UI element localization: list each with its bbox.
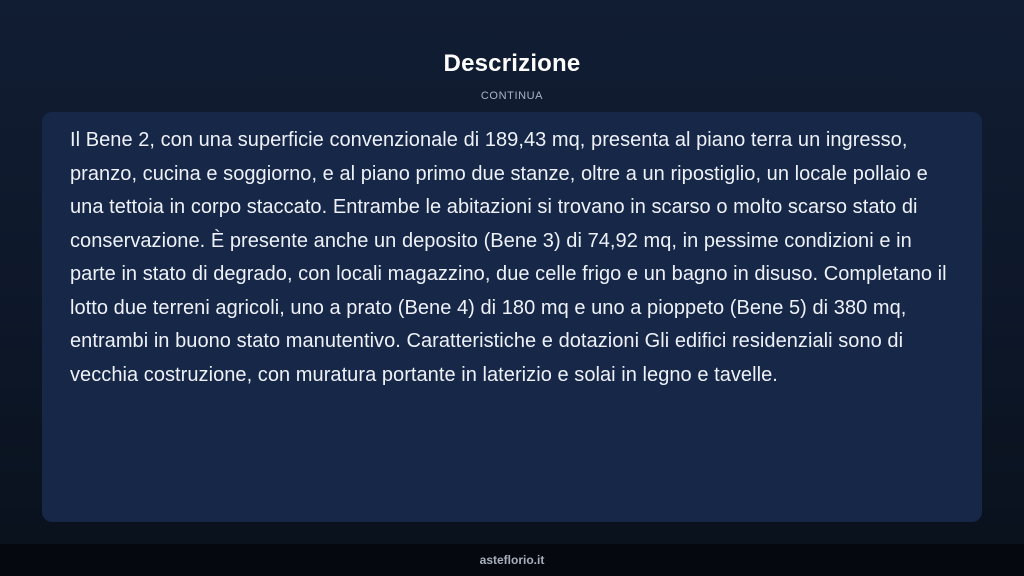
page-subtitle: CONTINUA (480, 90, 544, 102)
footer-bar (0, 544, 1024, 576)
footer-site-label: asteflorio.it (479, 553, 545, 567)
slide-header (0, 0, 1024, 112)
description-card (42, 112, 982, 522)
page-title: Descrizione (443, 50, 581, 77)
description-paragraph: Il Bene 2, con una superficie convenzionale di 189,43 mq, presenta al piano terra un ingresso, pranzo, cucina e soggiorno, e al piano primo due stanze, oltre a un ripostiglio, un locale pollaio e una tettoia in corpo staccato. Entrambe le abitazioni si trovano in scarso o molto scarso stato di conservazione. È presente anche un deposito (Bene 3) di 74,92 mq, in pessime condizioni e in parte in stato di degrado, con locali magazzino, due celle frigo e un bagno in disuso. Completano il lotto due terreni agricoli, uno a prato (Bene 4) di 180 mq e uno a pioppeto (Bene 5) di 380 mq, entrambi in buono stato manutentivo. Caratteristiche e dotazioni Gli edifici residenziali sono di vecchia costruzione, con muratura portante in laterizio e solai in legno e tavelle. (70, 129, 947, 386)
